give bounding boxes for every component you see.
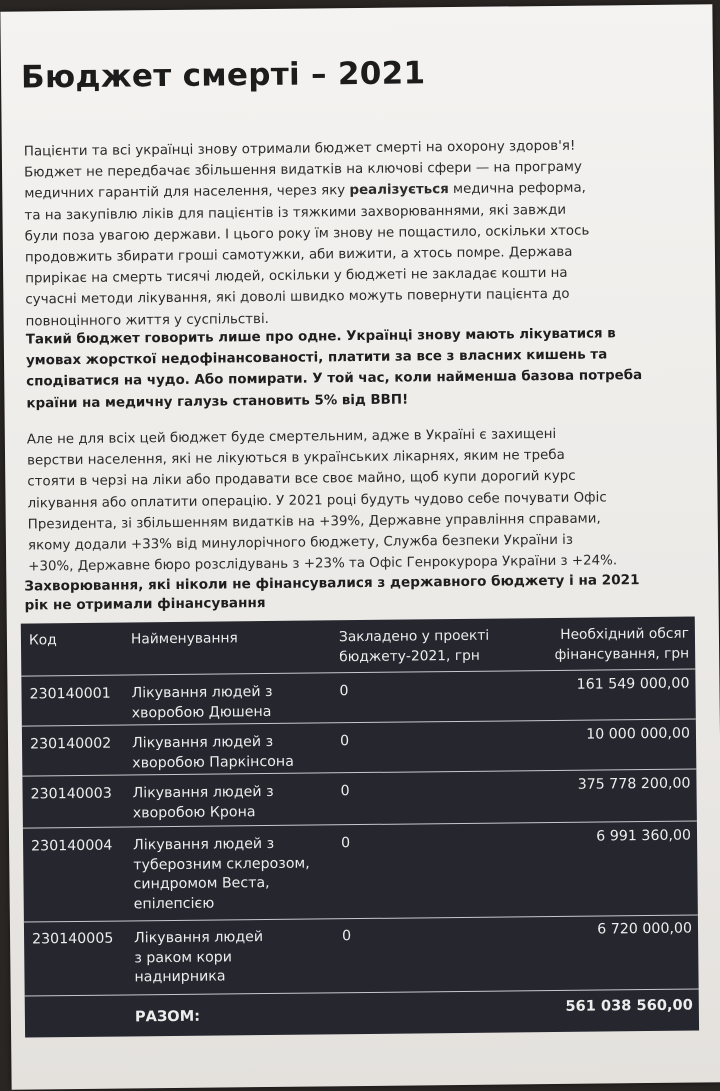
emphasis-text: реалізується xyxy=(349,182,449,199)
row-code: 230140002 xyxy=(29,735,112,753)
row-required: 6 991 360,00 xyxy=(596,827,692,845)
row-code: 230140004 xyxy=(31,837,113,855)
name-line: епілепсією xyxy=(133,895,215,912)
name-line: синдромом Веста, xyxy=(133,874,270,893)
text-line: стояти в черзі на ліки або продавати все своє майно, щоб купи дорогий курс xyxy=(27,469,576,490)
row-name xyxy=(134,927,335,988)
name-line: Лікування людей xyxy=(134,929,264,947)
name-line: Лікування людей з xyxy=(131,733,274,752)
name-line: хворобою Дюшена xyxy=(131,703,272,721)
text-line: +30%, Державне бюро розслідувань з +23% та Офіс Генрокурора України з +24%. xyxy=(28,553,618,575)
text-line: медичних гарантій для населення, через яку xyxy=(24,183,350,202)
row-code: 230140005 xyxy=(32,930,114,948)
text-line: повноцінного життя у суспільстві. xyxy=(25,311,269,330)
row-name xyxy=(133,834,344,914)
text-line: були поза увагою держави. І цього року їм знову не пощастило, оскільки хтось xyxy=(24,223,590,245)
text-line: медична реформа, xyxy=(448,181,586,198)
page-title: Бюджет смерті – 2021 xyxy=(20,55,426,96)
header-line: бюджету-2021, грн xyxy=(339,647,480,665)
text-line: Такий бюджет говорить лише про одне. Українці знову мають лікуватися в xyxy=(25,326,616,348)
table-row xyxy=(21,669,695,727)
name-line: хворобою Крона xyxy=(132,803,256,821)
funding-table xyxy=(21,617,699,1038)
row-required: 6 720 000,00 xyxy=(597,920,693,938)
table-total-row xyxy=(25,988,699,1038)
header-line: Необхідний обсяг xyxy=(560,625,690,643)
row-name xyxy=(132,732,332,773)
document-page xyxy=(0,4,720,1089)
protected-groups-paragraph xyxy=(27,423,669,578)
header-name: Найменування xyxy=(130,630,238,648)
row-planned: 0 xyxy=(341,835,351,852)
table-row xyxy=(22,769,697,829)
text-line: Бюджет не передбачає збільшення видатків на ключові сфери — на програму xyxy=(23,159,583,181)
header-line: фінансування, грн xyxy=(554,645,690,663)
text-line: У 2021 році будуть чудово себе почувати Офіс xyxy=(276,490,607,509)
row-required: 375 778 200,00 xyxy=(577,775,691,793)
row-planned: 0 xyxy=(341,928,352,945)
name-line: хворобою Паркінсона xyxy=(132,753,294,771)
name-line: Лікування людей з xyxy=(132,783,274,802)
text-line: верстви населення, які не лікуються в українських лікарнях, яким не треба xyxy=(27,448,565,469)
row-name xyxy=(132,782,332,823)
name-line: Лікування людей з xyxy=(133,835,275,854)
text-line: прирікає на смерть тисячі людей, оскільки у бюджеті не закладає кошти на xyxy=(25,266,568,287)
table-row xyxy=(23,821,698,923)
text-line: країни на медичну галузь становить 5% від ВВП! xyxy=(26,392,409,412)
text-line: Захворювання, які ніколи не фінансувалися з державного бюджету і на 2021 xyxy=(24,572,640,595)
text-line: умовах жорсткої недофінансованості, платити за все з власних кишень та xyxy=(25,347,608,369)
header-required xyxy=(521,625,689,666)
text-line: рік не отримали фінансування xyxy=(24,595,266,614)
bold-paragraph xyxy=(26,323,667,415)
text-line: Пацієнти та всі українці знову отримали бюджет смерті на охорону здоров'я! xyxy=(23,138,576,160)
row-planned: 0 xyxy=(340,783,350,800)
name-line: туберозним склерозом, xyxy=(133,855,310,873)
row-required: 10 000 000,00 xyxy=(586,725,691,743)
header-line: Закладено у проекті xyxy=(338,627,490,646)
text-line: Президента, зі збільшенням видатків на +39%, Державне управління справами, xyxy=(27,511,601,533)
table-row xyxy=(22,719,696,777)
name-line: Лікування людей з xyxy=(131,683,273,702)
text-line: сподіватися на чудо. Або помирати. У той час, коли найменша базова потреба xyxy=(26,368,643,390)
text-line: лікування або оплатити операцію. xyxy=(27,493,277,512)
row-name xyxy=(131,682,331,723)
total-label: РАЗОМ: xyxy=(134,1007,201,1026)
row-required: 161 549 000,00 xyxy=(576,675,690,693)
text-line: та на закупівлю ліків для пацієнтів із тяжкими захворюваннями, які завжди xyxy=(24,202,567,224)
header-planned xyxy=(339,626,529,667)
table-title xyxy=(24,571,674,616)
text-line: продовжить збирати гроші самотужки, аби вижити, а хтось помре. Держава xyxy=(24,244,573,266)
intro-paragraph xyxy=(24,135,666,333)
row-code: 230140001 xyxy=(29,685,111,703)
text-line: сучасні методи лікування, які доволі швидко можуть повернути пацієнта до xyxy=(25,287,570,308)
name-line: наднирника xyxy=(134,968,226,986)
row-planned: 0 xyxy=(339,733,350,750)
header-code: Код xyxy=(28,632,57,649)
row-code: 230140003 xyxy=(30,785,112,803)
total-value: 561 038 560,00 xyxy=(565,996,693,1015)
row-planned: 0 xyxy=(339,683,349,700)
text-line: Але не для всіх цей бюджет буде смертельним, адже в Україні є захищені xyxy=(26,426,557,448)
text-line: якому додали +33% від минулорічного бюджету, Служба безпеки України із xyxy=(27,532,574,554)
table-row xyxy=(24,915,699,997)
name-line: з раком кори xyxy=(134,948,233,966)
